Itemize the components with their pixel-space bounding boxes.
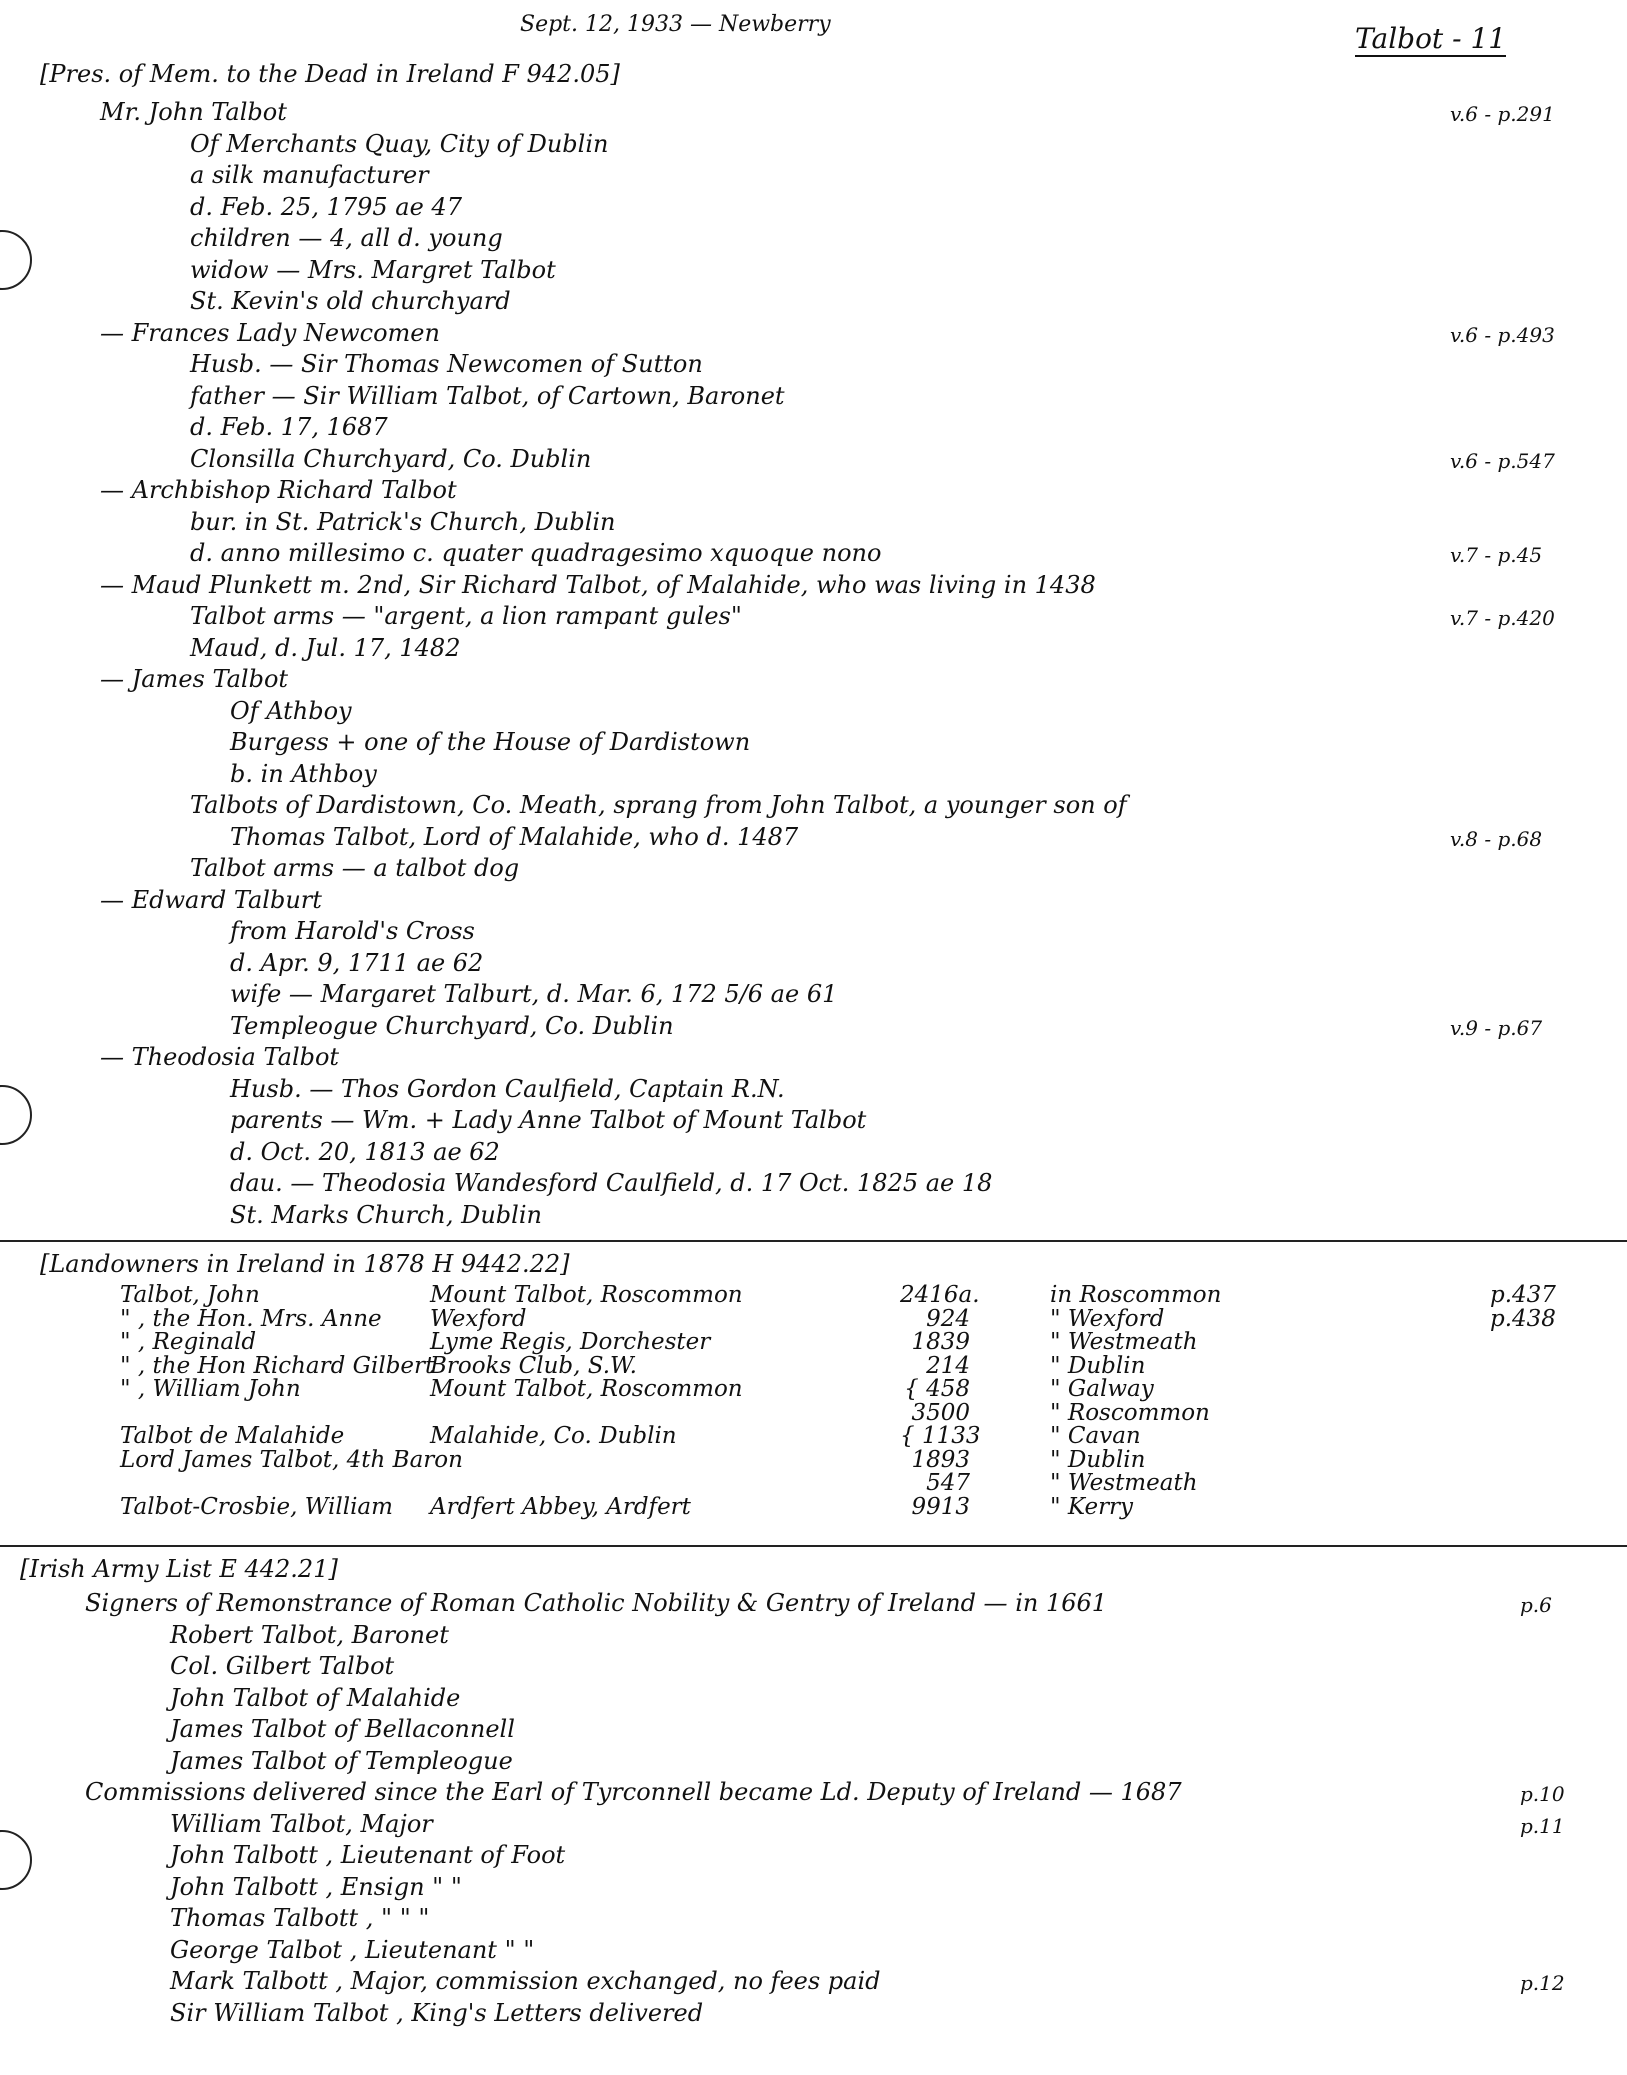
landowner-acres: 547 xyxy=(926,1470,970,1496)
note-line: father — Sir William Talbot, of Cartown, Baronet xyxy=(190,381,785,410)
note-line: d. Oct. 20, 1813 ae 62 xyxy=(230,1137,500,1166)
note-line: Husb. — Thos Gordon Caulfield, Captain R.N. xyxy=(230,1074,785,1103)
note-line: Commissions delivered since the Earl of Tyrconnell became Ld. Deputy of Ireland — 1687 xyxy=(85,1778,1182,1806)
note-line: — Archbishop Richard Talbot xyxy=(100,476,457,504)
note-line: John Talbot of Malahide xyxy=(170,1683,461,1712)
landowner-acres: 1893 xyxy=(911,1446,970,1473)
note-line: bur. in St. Patrick's Church, Dublin xyxy=(190,507,616,536)
note-line: children — 4, all d. young xyxy=(190,224,503,252)
section-army-list xyxy=(0,1555,1627,2055)
note-line: St. Marks Church, Dublin xyxy=(230,1200,542,1229)
landowner-name: Talbot, John xyxy=(120,1282,260,1308)
landowner-residence: Ardfert Abbey, Ardfert xyxy=(430,1493,691,1520)
note-line: Clonsilla Churchyard, Co. Dublin xyxy=(190,444,592,473)
note-line: — Maud Plunkett m. 2nd, Sir Richard Talbot, of Malahide, who was living in 1438 xyxy=(100,570,1096,599)
landowner-acres: 3500 xyxy=(911,1399,970,1426)
landowner-name: Talbot de Malahide xyxy=(120,1423,345,1449)
note-line: John Talbott , Lieutenant of Foot xyxy=(170,1841,566,1869)
date-line: Sept. 12, 1933 — Newberry xyxy=(520,12,831,37)
note-line: — James Talbot xyxy=(100,665,289,693)
landowner-residence: Lyme Regis, Dorchester xyxy=(430,1329,711,1355)
note-line: parents — Wm. + Lady Anne Talbot of Mount Talbot xyxy=(230,1106,867,1134)
volume-page-ref: v.7 - p.420 xyxy=(1450,606,1555,630)
landowner-name: " , the Hon. Mrs. Anne xyxy=(120,1305,382,1332)
landowner-row xyxy=(0,1282,1627,1306)
landowner-residence: Brooks Club, S.W. xyxy=(430,1352,637,1379)
section-memorials xyxy=(0,60,1627,1240)
landowner-acres: { 1133 xyxy=(900,1423,981,1449)
note-line: Husb. — Sir Thomas Newcomen of Sutton xyxy=(190,350,703,378)
volume-page-ref: p.11 xyxy=(1520,1813,1565,1838)
landowner-row xyxy=(0,1447,1627,1471)
landowner-name: " , William John xyxy=(120,1376,301,1402)
landowner-name: Talbot-Crosbie, William xyxy=(120,1493,393,1520)
note-line: d. Feb. 17, 1687 xyxy=(190,413,388,441)
volume-page-ref: p.438 xyxy=(1490,1305,1556,1332)
note-line: Burgess + one of the House of Dardistown xyxy=(230,728,751,756)
note-line: d. Apr. 9, 1711 ae 62 xyxy=(230,948,484,977)
landowner-residence: Mount Talbot, Roscommon xyxy=(430,1282,743,1308)
divider xyxy=(0,1545,1627,1547)
section-header: [Pres. of Mem. to the Dead in Ireland F 942.05] xyxy=(40,60,620,88)
note-line: James Talbot of Templeogue xyxy=(170,1746,513,1775)
note-line: George Talbot , Lieutenant " " xyxy=(170,1935,535,1964)
note-line: William Talbot, Major xyxy=(170,1809,433,1838)
landowner-name: " , Reginald xyxy=(120,1329,257,1355)
volume-page-ref: v.6 - p.493 xyxy=(1450,322,1555,347)
volume-page-ref: v.8 - p.68 xyxy=(1450,826,1543,851)
note-line: Templeogue Churchyard, Co. Dublin xyxy=(230,1011,674,1040)
landowner-row xyxy=(0,1470,1627,1494)
landowner-acres: 9913 xyxy=(911,1493,970,1520)
landowner-row xyxy=(0,1376,1627,1400)
note-line: Talbot arms — "argent, a lion rampant gules" xyxy=(190,602,742,630)
page-id xyxy=(1355,22,1506,55)
landowner-county: " Roscommon xyxy=(1050,1399,1210,1426)
note-line: Sir William Talbot , King's Letters delivered xyxy=(170,1998,704,2027)
note-line: from Harold's Cross xyxy=(230,917,475,945)
divider xyxy=(0,1240,1627,1242)
landowner-acres: 924 xyxy=(926,1305,970,1332)
landowner-name: Lord James Talbot, 4th Baron xyxy=(120,1446,463,1473)
landowner-county: " Galway xyxy=(1050,1376,1154,1402)
volume-page-ref: v.7 - p.45 xyxy=(1450,543,1543,567)
landowner-county: " Cavan xyxy=(1050,1423,1141,1449)
page-id-text: Talbot - 11 xyxy=(1355,22,1507,55)
landowner-county: " Westmeath xyxy=(1050,1329,1198,1355)
volume-page-ref: v.6 - p.291 xyxy=(1450,102,1555,126)
landowner-row xyxy=(0,1353,1627,1377)
note-line: Mark Talbott , Major, commission exchanged, no fees paid xyxy=(170,1967,881,1995)
section-header: [Irish Army List E 442.21] xyxy=(20,1555,338,1583)
note-line: Maud, d. Jul. 17, 1482 xyxy=(190,633,461,662)
landowner-row xyxy=(0,1494,1627,1518)
note-line: Talbots of Dardistown, Co. Meath, sprang from John Talbot, a younger son of xyxy=(190,791,1127,819)
landowner-county: in Roscommon xyxy=(1050,1282,1222,1308)
note-line: d. anno millesimo c. quater quadragesimo xquoque nono xyxy=(190,539,882,567)
landowner-county: " Kerry xyxy=(1050,1493,1134,1520)
note-line: Robert Talbot, Baronet xyxy=(170,1620,449,1649)
volume-page-ref: p.437 xyxy=(1490,1282,1556,1308)
note-line: dau. — Theodosia Wandesford Caulfield, d. 17 Oct. 1825 ae 18 xyxy=(230,1169,993,1197)
landowner-county: " Westmeath xyxy=(1050,1470,1198,1496)
landowner-row xyxy=(0,1423,1627,1447)
landowner-county: " Dublin xyxy=(1050,1446,1146,1473)
landowner-acres: 1839 xyxy=(911,1329,970,1355)
note-line: Of Athboy xyxy=(230,696,352,725)
note-line: Signers of Remonstrance of Roman Catholic Nobility & Gentry of Ireland — in 1661 xyxy=(85,1589,1108,1617)
volume-page-ref: p.12 xyxy=(1520,1971,1565,1995)
note-line: Mr. John Talbot xyxy=(100,98,287,126)
note-line: — Theodosia Talbot xyxy=(100,1043,340,1071)
landowner-acres: 214 xyxy=(926,1352,970,1379)
note-line: — Edward Talburt xyxy=(100,885,322,914)
note-line: Col. Gilbert Talbot xyxy=(170,1652,395,1680)
landowner-county: " Dublin xyxy=(1050,1352,1146,1379)
landowner-residence: Malahide, Co. Dublin xyxy=(430,1423,677,1449)
note-line: Of Merchants Quay, City of Dublin xyxy=(190,129,609,158)
landowner-county: " Wexford xyxy=(1050,1305,1165,1332)
volume-page-ref: v.6 - p.547 xyxy=(1450,448,1555,473)
note-line: wife — Margaret Talburt, d. Mar. 6, 172 5/6 ae 61 xyxy=(230,980,838,1008)
note-line: St. Kevin's old churchyard xyxy=(190,287,511,315)
section-landowners xyxy=(0,1250,1627,1530)
landowner-row xyxy=(0,1306,1627,1330)
landowner-row xyxy=(0,1400,1627,1424)
landowner-residence: Wexford xyxy=(430,1305,527,1332)
landowner-row xyxy=(0,1329,1627,1353)
note-line: a silk manufacturer xyxy=(190,161,429,189)
note-line: b. in Athboy xyxy=(230,759,377,788)
volume-page-ref: v.9 - p.67 xyxy=(1450,1015,1543,1040)
note-line: Thomas Talbot, Lord of Malahide, who d. 1487 xyxy=(230,822,799,851)
section-header: [Landowners in Ireland in 1878 H 9442.22] xyxy=(40,1250,570,1278)
note-line: Talbot arms — a talbot dog xyxy=(190,854,520,882)
volume-page-ref: p.6 xyxy=(1520,1593,1552,1617)
landowner-name: " , the Hon Richard Gilbert xyxy=(120,1352,435,1379)
note-line: Thomas Talbott , " " " xyxy=(170,1904,430,1932)
note-line: widow — Mrs. Margret Talbot xyxy=(190,255,556,284)
landowner-acres: 2416a. xyxy=(900,1282,980,1308)
landowner-acres: { 458 xyxy=(904,1376,970,1402)
note-line: — Frances Lady Newcomen xyxy=(100,318,440,347)
note-line: d. Feb. 25, 1795 ae 47 xyxy=(190,192,462,221)
note-line: John Talbott , Ensign " " xyxy=(170,1872,462,1901)
note-line: James Talbot of Bellaconnell xyxy=(170,1715,515,1743)
landowner-residence: Mount Talbot, Roscommon xyxy=(430,1376,743,1402)
volume-page-ref: p.10 xyxy=(1520,1782,1565,1806)
